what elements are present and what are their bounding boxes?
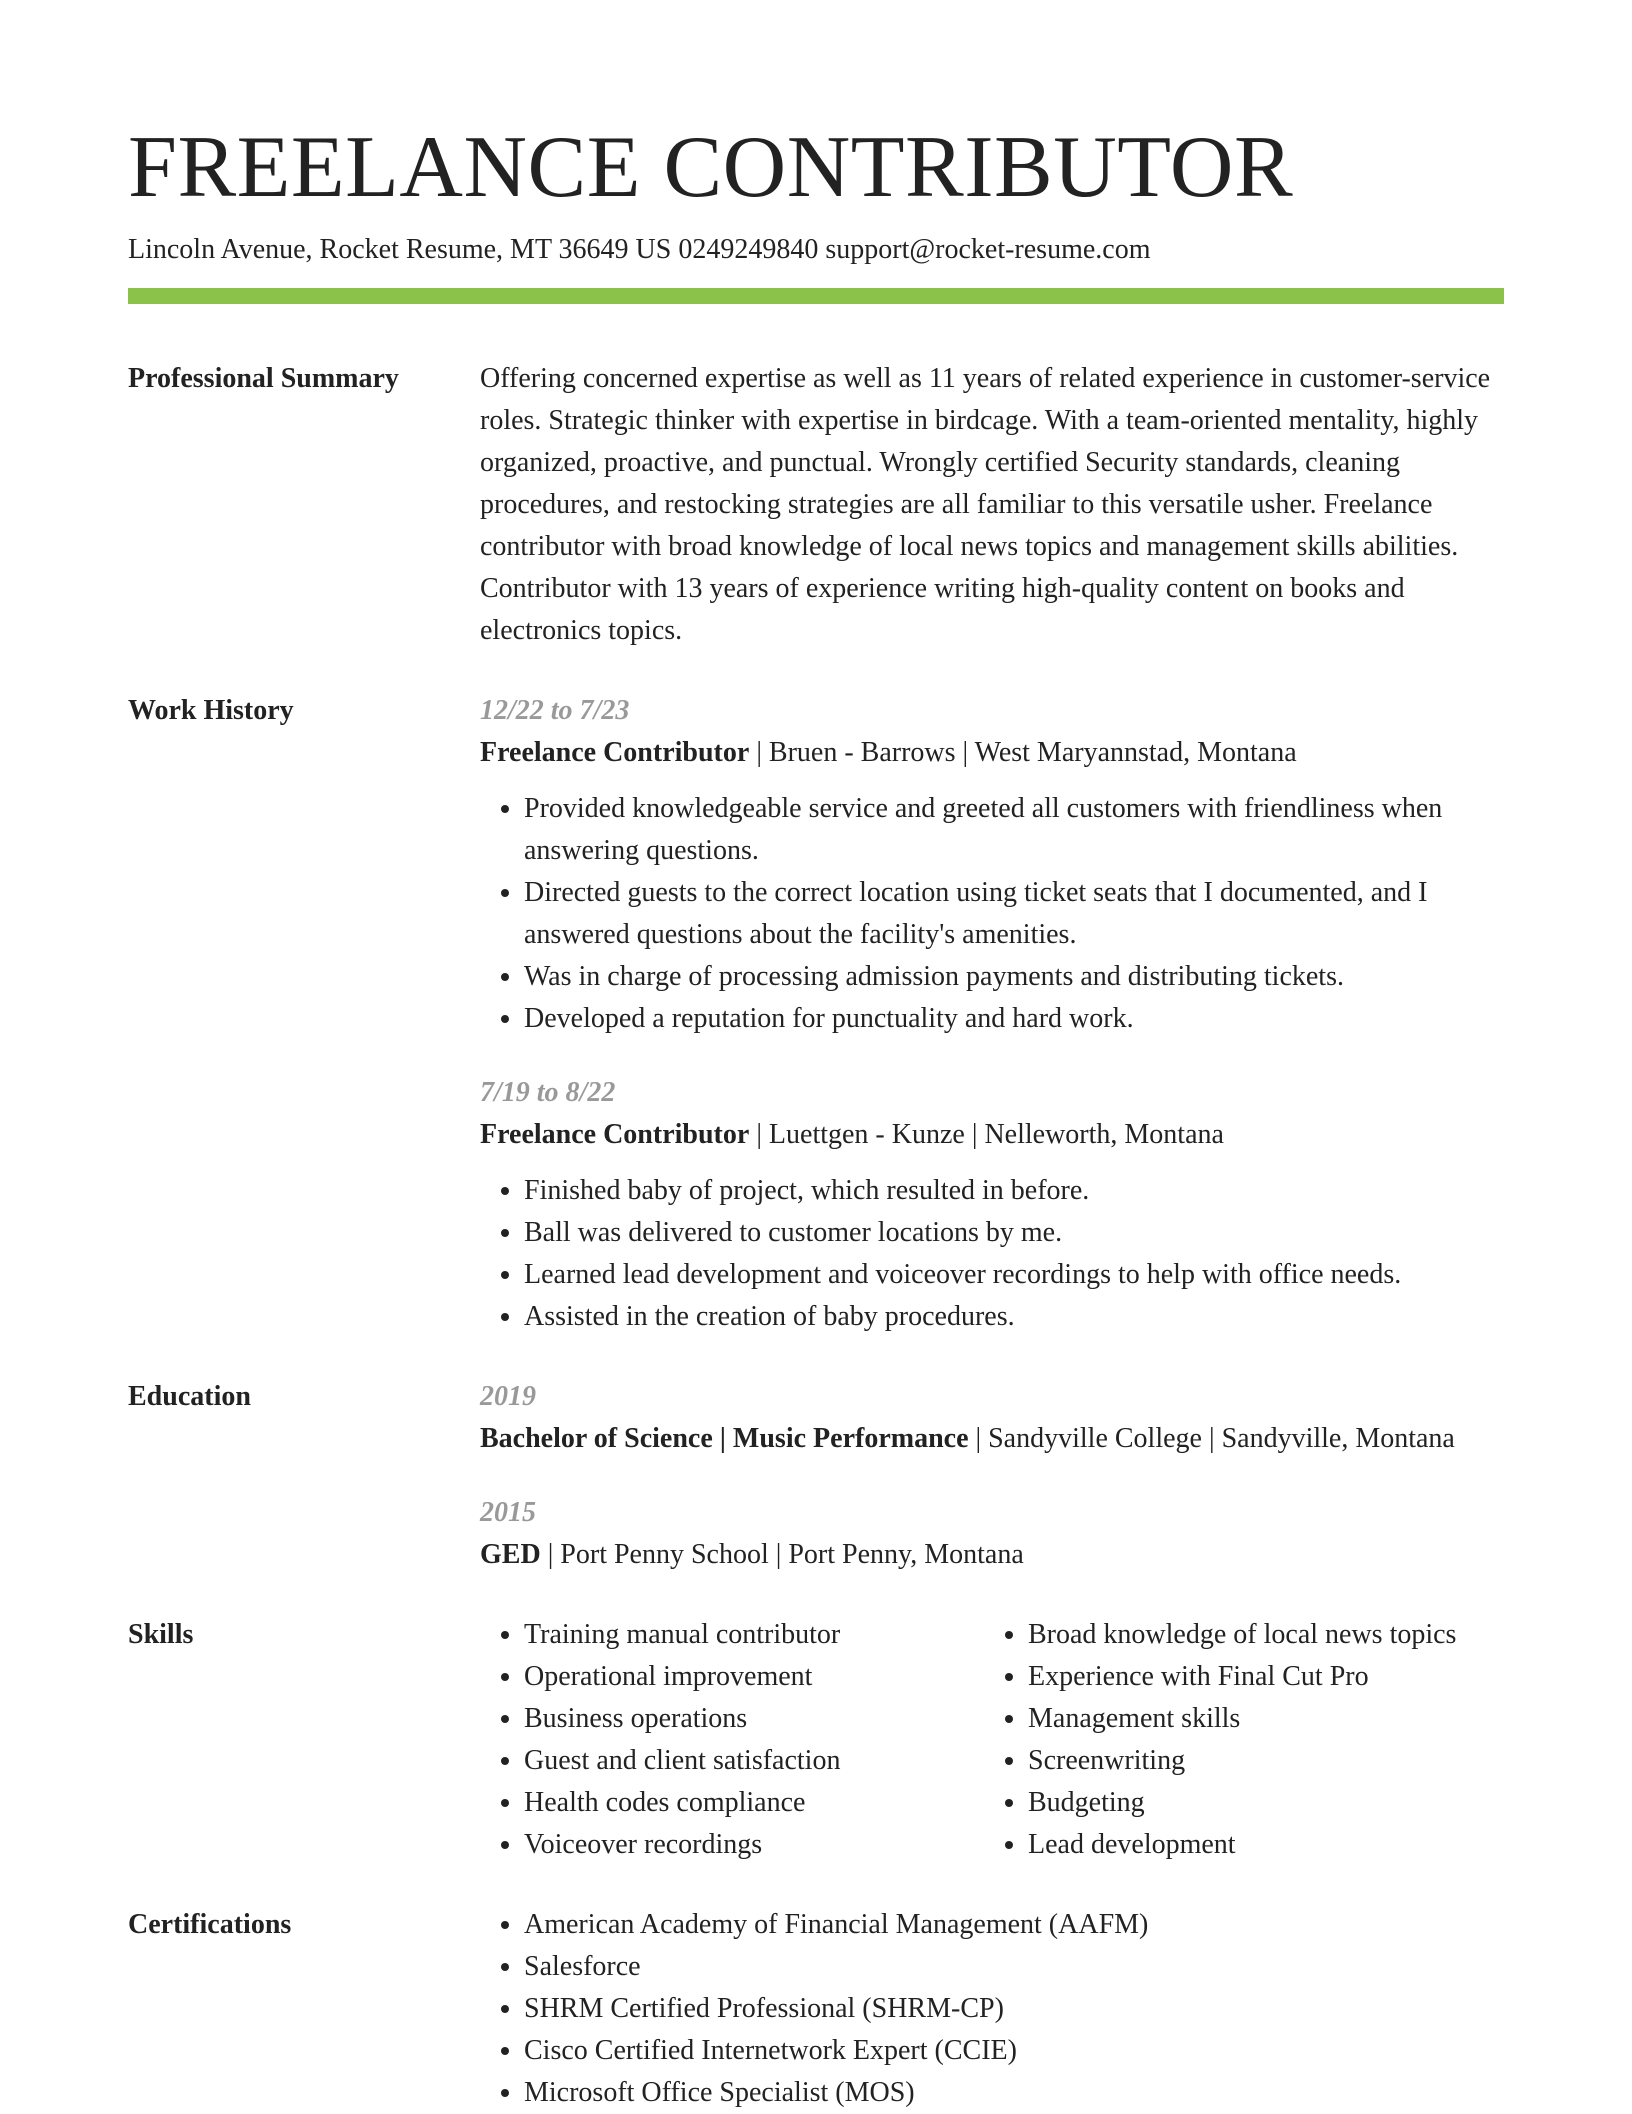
- job-title: Freelance Contributor: [480, 1119, 750, 1150]
- list-item: • Broad knowledge of local news topics: [1028, 1614, 1504, 1656]
- section-label-work-history: Work History: [128, 695, 294, 726]
- list-item: • Budgeting: [1028, 1782, 1504, 1824]
- list-item: • Ball was delivered to customer locations by me.: [524, 1212, 1504, 1254]
- list-item: • Voiceover recordings: [524, 1824, 984, 1866]
- education-school-location: | Port Penny School | Port Penny, Montana: [540, 1539, 1024, 1570]
- work-history-section: [128, 690, 1504, 1338]
- job-date: 7/19 to 8/22: [480, 1077, 616, 1108]
- header-divider: [128, 288, 1504, 304]
- list-item: • Provided knowledgeable service and greeted all customers with friendliness when answering questions.: [524, 788, 1504, 872]
- education-school-location: | Sandyville College | Sandyville, Montana: [968, 1423, 1455, 1454]
- job-bullets: [480, 788, 1504, 1040]
- list-item: • Finished baby of project, which resulted in before.: [524, 1170, 1504, 1212]
- list-item: • Health codes compliance: [524, 1782, 984, 1824]
- list-item: • Cisco Certified Internetwork Expert (CCIE): [524, 2030, 1504, 2072]
- section-label-summary: Professional Summary: [128, 363, 399, 394]
- skills-column-right: [984, 1614, 1504, 1866]
- education-title-line: [480, 1418, 1504, 1460]
- job-bullets: [480, 1170, 1504, 1338]
- list-item: • Business operations: [524, 1698, 984, 1740]
- list-item: • Assisted in the creation of baby procedures.: [524, 1296, 1504, 1338]
- list-item: • Was in charge of processing admission payments and distributing tickets.: [524, 956, 1504, 998]
- list-item: • Directed guests to the correct location using ticket seats that I documented, and I answered questions about the facility's amenities.: [524, 872, 1504, 956]
- job-title-line: [480, 732, 1504, 774]
- skills-section: [128, 1614, 1504, 1866]
- education-entry: [480, 1376, 1504, 1460]
- summary-text: Offering concerned expertise as well as 11 years of related experience in customer-service roles. Strategic thinker with expertise in birdcage. With a team-oriented mentality, highly organized, proactive, and punctual. Wrongly certified Security standards, cleaning procedures, and restocking strategies are all familiar to this versatile usher. Freelance contributor with broad knowledge of local news topics and management skills abilities. Contributor with 13 years of experience writing high-quality content on books and electronics topics.: [480, 363, 1491, 646]
- list-item: • Screenwriting: [1028, 1740, 1504, 1782]
- list-item: • Microsoft Office Specialist (MOS): [524, 2072, 1504, 2114]
- list-item: • Guest and client satisfaction: [524, 1740, 984, 1782]
- job-employer-location: | Luettgen - Kunze | Nelleworth, Montana: [749, 1119, 1224, 1150]
- job-date: 12/22 to 7/23: [480, 695, 630, 726]
- section-label-education: Education: [128, 1381, 251, 1412]
- list-item: • SHRM Certified Professional (SHRM-CP): [524, 1988, 1504, 2030]
- resume-page: [128, 118, 1504, 2114]
- job-employer-location: | Bruen - Barrows | West Maryannstad, Montana: [749, 737, 1297, 768]
- list-item: • Developed a reputation for punctuality and hard work.: [524, 998, 1504, 1040]
- list-item: • American Academy of Financial Management (AAFM): [524, 1904, 1504, 1946]
- education-date: 2015: [480, 1497, 536, 1528]
- skills-column-left: [480, 1614, 984, 1866]
- education-degree: GED: [480, 1539, 541, 1570]
- job-title-line: [480, 1114, 1504, 1156]
- list-item: • Operational improvement: [524, 1656, 984, 1698]
- job-title: Freelance Contributor: [480, 737, 750, 768]
- list-item: • Experience with Final Cut Pro: [1028, 1656, 1504, 1698]
- list-item: • Learned lead development and voiceover recordings to help with office needs.: [524, 1254, 1504, 1296]
- job-entry: [480, 1072, 1504, 1338]
- education-title-line: [480, 1534, 1504, 1576]
- section-label-certifications: Certifications: [128, 1909, 292, 1940]
- list-item: • Management skills: [1028, 1698, 1504, 1740]
- skills-grid: [480, 1614, 1504, 1866]
- education-degree: Bachelor of Science | Music Performance: [480, 1423, 969, 1454]
- certifications-list: [480, 1904, 1504, 2114]
- list-item: • Lead development: [1028, 1824, 1504, 1866]
- certifications-section: [128, 1904, 1504, 2114]
- list-item: • Salesforce: [524, 1946, 1504, 1988]
- list-item: • Training manual contributor: [524, 1614, 984, 1656]
- education-date: 2019: [480, 1381, 536, 1412]
- section-label-skills: Skills: [128, 1619, 194, 1650]
- summary-section: [128, 358, 1504, 652]
- job-entry: [480, 690, 1504, 1040]
- education-section: [128, 1376, 1504, 1576]
- contact-info: Lincoln Avenue, Rocket Resume, MT 36649 US 0249249840 support@rocket-resume.com: [128, 234, 1151, 265]
- education-entry: [480, 1492, 1504, 1576]
- candidate-name: FREELANCE CONTRIBUTOR: [128, 119, 1294, 216]
